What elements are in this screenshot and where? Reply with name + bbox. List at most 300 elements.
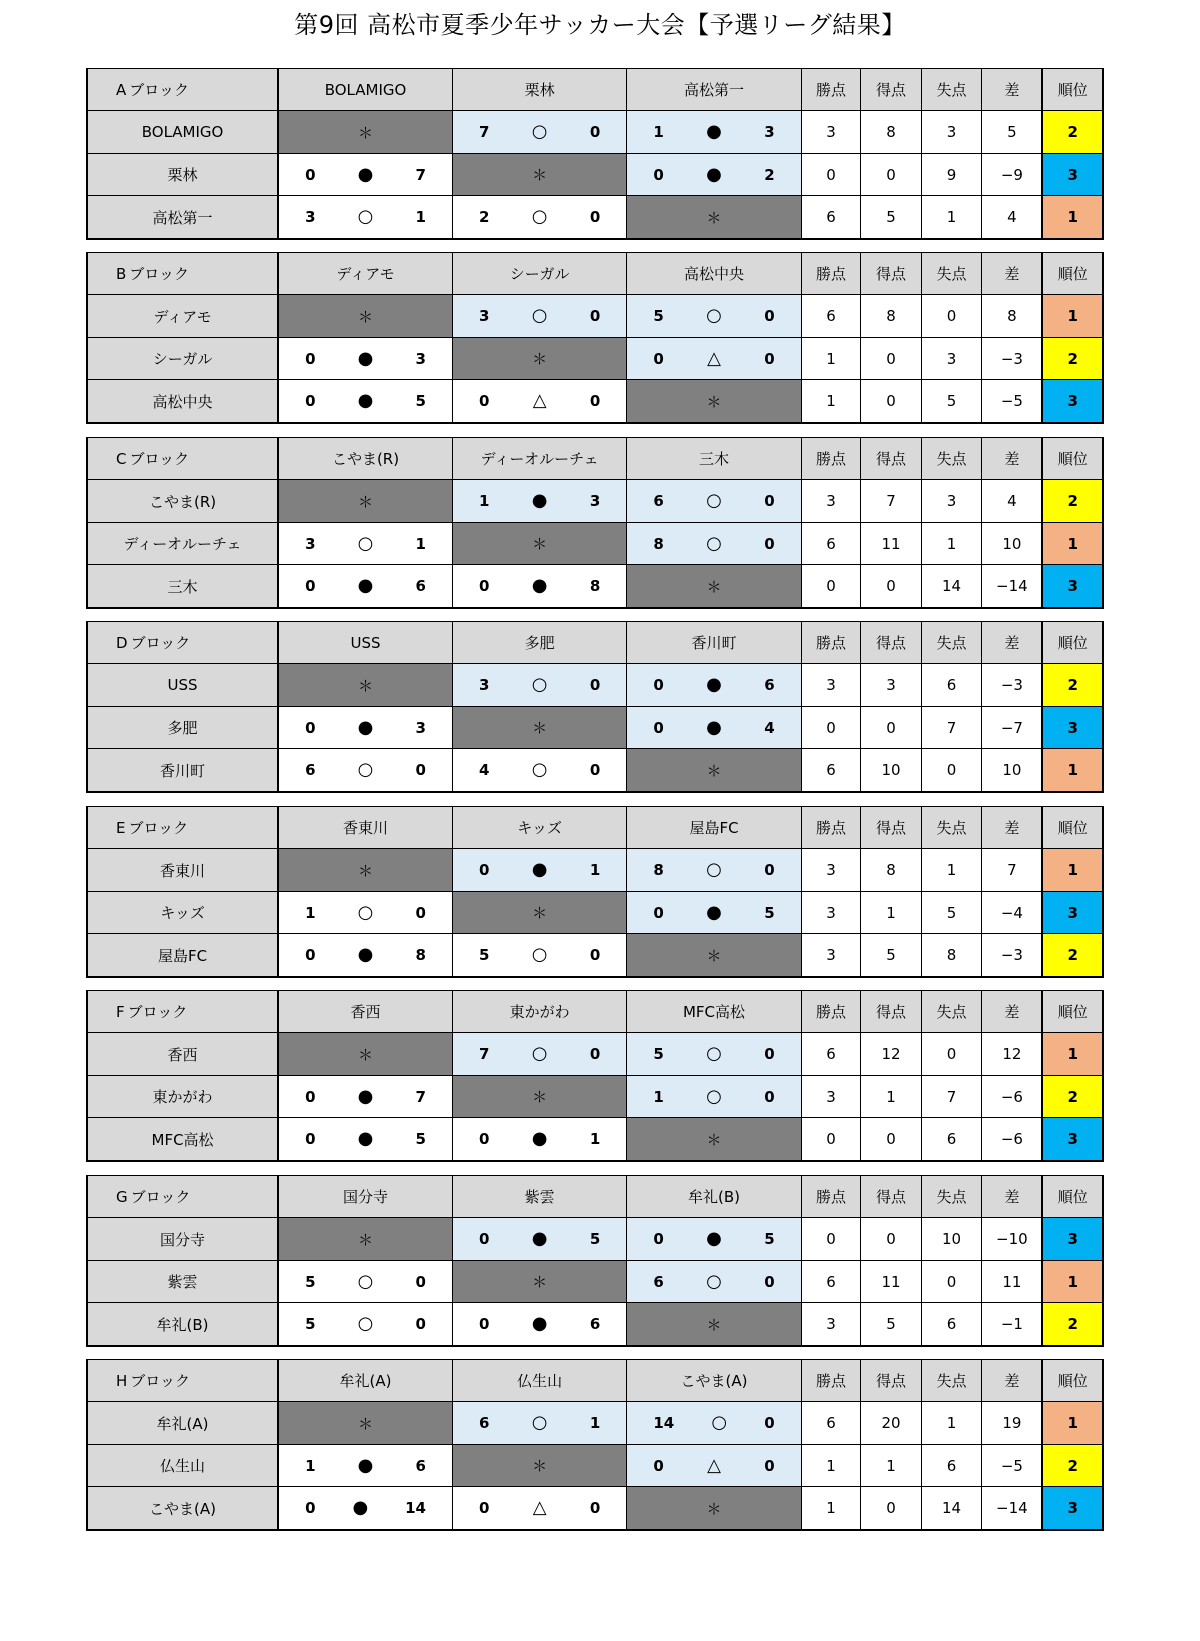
column-team-name: 香東川 — [278, 807, 452, 849]
goals-for: 0 — [478, 861, 490, 880]
stat-header: 差 — [982, 1176, 1043, 1218]
stat-header: 順位 — [1042, 1176, 1103, 1218]
block-d-table — [86, 621, 1104, 793]
goals-against: 0 — [589, 761, 601, 780]
goals-for: 0 — [478, 1499, 490, 1518]
block-b-table — [86, 252, 1104, 424]
goals-against: 3 — [415, 349, 426, 368]
match-result-cell — [627, 295, 801, 337]
team-row — [87, 1402, 1103, 1444]
self-match-cell: ＊ — [627, 934, 801, 977]
rank-badge: 1 — [1042, 522, 1103, 564]
rank-badge: 2 — [1042, 337, 1103, 379]
goals-for: 6 — [305, 761, 316, 780]
goals-against: 5 — [764, 1230, 775, 1249]
result-mark: ● — [531, 1128, 548, 1150]
points: 6 — [801, 196, 861, 239]
goals-conceded: 7 — [921, 1075, 982, 1117]
goals-against: 0 — [589, 123, 601, 142]
match-result-cell — [278, 934, 452, 977]
goals-conceded: 7 — [921, 706, 982, 748]
team-row — [87, 1118, 1103, 1161]
match-result-cell — [627, 153, 801, 195]
goals-against: 0 — [415, 1272, 426, 1291]
stat-header: 勝点 — [801, 69, 861, 111]
match-result-cell — [627, 337, 801, 379]
result-mark: ● — [531, 490, 548, 512]
goals-against: 7 — [415, 1087, 426, 1106]
match-result-cell — [278, 380, 452, 423]
goals-conceded: 1 — [921, 196, 982, 239]
goals-conceded: 9 — [921, 153, 982, 195]
match-result-cell — [452, 1033, 626, 1075]
goals-against: 3 — [764, 123, 775, 142]
stat-header: 得点 — [861, 69, 922, 111]
goals-against: 6 — [415, 577, 426, 596]
result-mark: ○ — [531, 759, 548, 781]
team-row — [87, 153, 1103, 195]
team-row — [87, 1444, 1103, 1486]
goals-for: 1 — [653, 1087, 664, 1106]
goals-conceded: 6 — [921, 1444, 982, 1486]
block-word: ブロック — [128, 819, 189, 838]
team-row — [87, 891, 1103, 933]
rank-badge: 2 — [1042, 1075, 1103, 1117]
row-team-name: 牟礼(B) — [87, 1303, 278, 1346]
block-header-row — [87, 807, 1103, 849]
block-header-row — [87, 991, 1103, 1033]
stat-header: 差 — [982, 622, 1043, 664]
stat-header: 順位 — [1042, 438, 1103, 480]
rank-badge: 1 — [1042, 849, 1103, 891]
column-team-name: こやま(A) — [627, 1360, 801, 1402]
team-row — [87, 664, 1103, 706]
team-row — [87, 1075, 1103, 1117]
row-team-name: 高松第一 — [87, 196, 278, 239]
self-match-cell: ＊ — [278, 1402, 452, 1444]
column-team-name: 多肥 — [452, 622, 626, 664]
points: 3 — [801, 664, 861, 706]
self-match-cell: ＊ — [452, 1075, 626, 1117]
goals-scored: 0 — [861, 565, 922, 608]
match-result-cell — [278, 337, 452, 379]
result-mark: △ — [532, 1497, 547, 1519]
goals-conceded: 10 — [921, 1218, 982, 1260]
goals-for: 4 — [478, 761, 490, 780]
column-team-name: 高松第一 — [627, 69, 801, 111]
goals-for: 5 — [478, 946, 490, 965]
rank-badge: 3 — [1042, 891, 1103, 933]
result-mark: ○ — [357, 1270, 374, 1292]
row-team-name: こやま(R) — [87, 480, 278, 522]
block-c-table — [86, 437, 1104, 609]
row-team-name: こやま(A) — [87, 1487, 278, 1530]
column-team-name: ディーオルーチェ — [452, 438, 626, 480]
goal-difference: 10 — [982, 749, 1043, 792]
goals-scored: 5 — [861, 934, 922, 977]
goals-against: 5 — [415, 1130, 426, 1149]
goals-against: 3 — [415, 718, 426, 737]
block-word: ブロック — [130, 634, 191, 653]
self-match-cell: ＊ — [627, 380, 801, 423]
result-mark: ○ — [706, 1043, 722, 1065]
match-result-cell — [278, 1075, 452, 1117]
points: 0 — [801, 565, 861, 608]
column-team-name: 牟礼(B) — [627, 1176, 801, 1218]
stat-header: 勝点 — [801, 438, 861, 480]
goals-scored: 11 — [861, 522, 922, 564]
points: 3 — [801, 1075, 861, 1117]
self-match-cell: ＊ — [278, 849, 452, 891]
rank-badge: 2 — [1042, 1303, 1103, 1346]
block-word: ブロック — [130, 1372, 190, 1391]
result-mark: ○ — [531, 305, 548, 327]
goals-for: 5 — [305, 1272, 316, 1291]
column-team-name: 屋島FC — [627, 807, 801, 849]
goals-scored: 5 — [861, 1303, 922, 1346]
row-team-name: 牟礼(A) — [87, 1402, 278, 1444]
stat-header: 得点 — [861, 253, 922, 295]
row-team-name: ディアモ — [87, 295, 278, 337]
column-team-name: シーガル — [452, 253, 626, 295]
self-match-cell: ＊ — [627, 749, 801, 792]
goal-difference: −6 — [982, 1075, 1043, 1117]
points: 1 — [801, 1487, 861, 1530]
match-result-cell — [452, 1118, 626, 1161]
goals-for: 6 — [653, 1272, 664, 1291]
self-match-cell: ＊ — [452, 153, 626, 195]
block-g-table — [86, 1175, 1104, 1347]
team-row — [87, 706, 1103, 748]
rank-badge: 1 — [1042, 196, 1103, 239]
goals-conceded: 1 — [921, 522, 982, 564]
column-team-name: 仏生山 — [452, 1360, 626, 1402]
row-team-name: 仏生山 — [87, 1444, 278, 1486]
page-title: 第9回 高松市夏季少年サッカー大会【予選リーグ結果】 — [294, 11, 906, 39]
goals-scored: 1 — [861, 1444, 922, 1486]
goals-against: 6 — [764, 676, 775, 695]
goals-for: 0 — [305, 577, 316, 596]
result-mark: ○ — [531, 1412, 548, 1434]
goals-against: 0 — [589, 1045, 601, 1064]
goals-for: 6 — [478, 1414, 490, 1433]
goals-conceded: 6 — [921, 1303, 982, 1346]
result-mark: ● — [357, 575, 374, 597]
column-team-name: 東かがわ — [452, 991, 626, 1033]
team-row — [87, 1487, 1103, 1530]
goals-for: 5 — [653, 1045, 664, 1064]
result-mark: ○ — [531, 206, 548, 228]
rank-badge: 3 — [1042, 153, 1103, 195]
points: 6 — [801, 749, 861, 792]
team-row — [87, 849, 1103, 891]
goals-for: 0 — [305, 165, 316, 184]
goals-for: 0 — [653, 349, 664, 368]
points: 0 — [801, 706, 861, 748]
match-result-cell — [627, 1260, 801, 1302]
goals-for: 0 — [305, 718, 316, 737]
match-result-cell — [452, 295, 626, 337]
goals-for: 6 — [653, 492, 664, 511]
stat-header: 差 — [982, 1360, 1043, 1402]
goals-against: 14 — [405, 1499, 426, 1518]
goals-for: 1 — [305, 903, 316, 922]
goals-against: 5 — [764, 903, 775, 922]
match-result-cell — [278, 1487, 452, 1530]
match-result-cell — [452, 380, 626, 423]
block-header-row — [87, 1176, 1103, 1218]
points: 3 — [801, 934, 861, 977]
stat-header: 順位 — [1042, 991, 1103, 1033]
result-mark: ○ — [711, 1412, 728, 1434]
rank-badge: 3 — [1042, 380, 1103, 423]
rank-badge: 3 — [1042, 1218, 1103, 1260]
goals-scored: 3 — [861, 664, 922, 706]
self-match-cell: ＊ — [452, 891, 626, 933]
points: 3 — [801, 111, 861, 153]
goal-difference: 11 — [982, 1260, 1043, 1302]
stat-header: 順位 — [1042, 69, 1103, 111]
goals-scored: 0 — [861, 153, 922, 195]
stat-header: 勝点 — [801, 991, 861, 1033]
column-team-name: 香川町 — [627, 622, 801, 664]
team-row — [87, 1033, 1103, 1075]
goals-scored: 7 — [861, 480, 922, 522]
row-team-name: 高松中央 — [87, 380, 278, 423]
match-result-cell — [627, 480, 801, 522]
goals-against: 7 — [415, 165, 426, 184]
row-team-name: シーガル — [87, 337, 278, 379]
match-result-cell — [627, 1444, 801, 1486]
match-result-cell — [452, 1487, 626, 1530]
block-letter: B — [116, 265, 127, 284]
goals-scored: 11 — [861, 1260, 922, 1302]
goal-difference: −3 — [982, 934, 1043, 977]
block-letter: E — [116, 819, 126, 838]
stat-header: 失点 — [921, 253, 982, 295]
goals-scored: 10 — [861, 749, 922, 792]
stat-header: 失点 — [921, 622, 982, 664]
match-result-cell — [627, 1033, 801, 1075]
goals-against: 0 — [764, 1045, 775, 1064]
team-row — [87, 934, 1103, 977]
result-mark: ● — [357, 716, 374, 738]
column-team-name: 栗林 — [452, 69, 626, 111]
self-match-cell: ＊ — [452, 706, 626, 748]
team-row — [87, 749, 1103, 792]
match-result-cell — [452, 111, 626, 153]
result-mark: ● — [357, 390, 374, 412]
match-result-cell — [278, 749, 452, 792]
points: 6 — [801, 1402, 861, 1444]
rank-badge: 2 — [1042, 664, 1103, 706]
stat-header: 勝点 — [801, 1360, 861, 1402]
goals-against: 0 — [764, 492, 775, 511]
goals-scored: 5 — [861, 196, 922, 239]
match-result-cell — [452, 1218, 626, 1260]
result-mark: ● — [531, 1228, 548, 1250]
rank-badge: 3 — [1042, 706, 1103, 748]
goals-conceded: 0 — [921, 295, 982, 337]
match-result-cell — [278, 522, 452, 564]
points: 3 — [801, 1303, 861, 1346]
goals-scored: 12 — [861, 1033, 922, 1075]
goals-for: 7 — [478, 1045, 490, 1064]
match-result-cell — [452, 565, 626, 608]
stat-header: 失点 — [921, 1360, 982, 1402]
points: 3 — [801, 480, 861, 522]
points: 0 — [801, 1118, 861, 1161]
row-team-name: 香西 — [87, 1033, 278, 1075]
goals-conceded: 6 — [921, 664, 982, 706]
goal-difference: −9 — [982, 153, 1043, 195]
goal-difference: 12 — [982, 1033, 1043, 1075]
points: 6 — [801, 1033, 861, 1075]
block-word: ブロック — [130, 1188, 191, 1207]
result-mark: ○ — [531, 121, 548, 143]
goals-for: 8 — [653, 534, 664, 553]
goal-difference: −4 — [982, 891, 1043, 933]
result-mark: ● — [357, 1128, 374, 1150]
goals-for: 0 — [305, 1087, 316, 1106]
team-row — [87, 111, 1103, 153]
column-team-name: 牟礼(A) — [278, 1360, 452, 1402]
goals-conceded: 6 — [921, 1118, 982, 1161]
goal-difference: 19 — [982, 1402, 1043, 1444]
goals-against: 4 — [764, 718, 775, 737]
rank-badge: 1 — [1042, 295, 1103, 337]
team-row — [87, 380, 1103, 423]
result-mark: △ — [707, 347, 721, 369]
self-match-cell: ＊ — [278, 480, 452, 522]
block-header-row — [87, 1360, 1103, 1402]
goals-against: 0 — [589, 676, 601, 695]
self-match-cell: ＊ — [627, 1118, 801, 1161]
goals-against: 0 — [589, 1499, 601, 1518]
block-label — [87, 438, 278, 480]
result-mark: ● — [531, 575, 548, 597]
stat-header: 順位 — [1042, 622, 1103, 664]
block-label — [87, 1176, 278, 1218]
goal-difference: 4 — [982, 480, 1043, 522]
goal-difference: −1 — [982, 1303, 1043, 1346]
rank-badge: 1 — [1042, 1402, 1103, 1444]
row-team-name: 香川町 — [87, 749, 278, 792]
block-a-table — [86, 68, 1104, 240]
goals-conceded: 0 — [921, 1033, 982, 1075]
block-header-row — [87, 69, 1103, 111]
stat-header: 得点 — [861, 807, 922, 849]
goals-against: 0 — [764, 1414, 775, 1433]
goals-for: 0 — [653, 1456, 664, 1475]
result-mark: ○ — [706, 305, 722, 327]
rank-badge: 1 — [1042, 1033, 1103, 1075]
self-match-cell: ＊ — [278, 111, 452, 153]
row-team-name: BOLAMIGO — [87, 111, 278, 153]
result-mark: ● — [357, 944, 374, 966]
match-result-cell — [278, 565, 452, 608]
goals-against: 0 — [589, 208, 601, 227]
block-letter: C — [116, 450, 127, 469]
self-match-cell: ＊ — [627, 1303, 801, 1346]
goals-for: 0 — [478, 1130, 490, 1149]
goal-difference: −10 — [982, 1218, 1043, 1260]
rank-badge: 2 — [1042, 1444, 1103, 1486]
column-team-name: こやま(R) — [278, 438, 452, 480]
goals-for: 0 — [305, 349, 316, 368]
goals-against: 1 — [589, 861, 601, 880]
row-team-name: MFC高松 — [87, 1118, 278, 1161]
block-letter: D — [116, 634, 128, 653]
points: 3 — [801, 849, 861, 891]
goals-for: 7 — [478, 123, 490, 142]
goals-scored: 0 — [861, 1218, 922, 1260]
match-result-cell — [452, 196, 626, 239]
team-row — [87, 1303, 1103, 1346]
match-result-cell — [627, 1402, 801, 1444]
rank-badge: 3 — [1042, 565, 1103, 608]
result-mark: ● — [706, 674, 722, 696]
rank-badge: 2 — [1042, 111, 1103, 153]
goals-scored: 20 — [861, 1402, 922, 1444]
match-result-cell — [452, 849, 626, 891]
block-word: ブロック — [129, 450, 190, 469]
goals-against: 0 — [589, 946, 601, 965]
result-mark: ○ — [706, 1270, 722, 1292]
goals-for: 0 — [478, 1315, 490, 1334]
points: 0 — [801, 153, 861, 195]
goal-difference: −6 — [982, 1118, 1043, 1161]
column-team-name: BOLAMIGO — [278, 69, 452, 111]
match-result-cell — [627, 522, 801, 564]
block-letter: H — [116, 1372, 128, 1391]
result-mark: ● — [531, 1313, 548, 1335]
goals-conceded: 8 — [921, 934, 982, 977]
match-result-cell — [452, 1402, 626, 1444]
match-result-cell — [627, 1075, 801, 1117]
goals-conceded: 5 — [921, 891, 982, 933]
result-mark: ○ — [357, 1313, 374, 1335]
row-team-name: 三木 — [87, 565, 278, 608]
result-mark: ○ — [531, 944, 548, 966]
stat-header: 差 — [982, 69, 1043, 111]
column-team-name: キッズ — [452, 807, 626, 849]
result-mark: △ — [532, 390, 547, 412]
self-match-cell: ＊ — [452, 337, 626, 379]
match-result-cell — [627, 706, 801, 748]
goal-difference: −3 — [982, 664, 1043, 706]
block-label — [87, 807, 278, 849]
goal-difference: 8 — [982, 295, 1043, 337]
goal-difference: −7 — [982, 706, 1043, 748]
column-team-name: USS — [278, 622, 452, 664]
self-match-cell: ＊ — [452, 1444, 626, 1486]
result-mark: ○ — [357, 206, 374, 228]
column-team-name: ディアモ — [278, 253, 452, 295]
result-mark: ● — [357, 1085, 374, 1107]
result-mark: ● — [357, 1454, 374, 1476]
points: 1 — [801, 337, 861, 379]
team-row — [87, 337, 1103, 379]
stat-header: 差 — [982, 438, 1043, 480]
self-match-cell: ＊ — [627, 1487, 801, 1530]
goals-scored: 1 — [861, 891, 922, 933]
team-row — [87, 1260, 1103, 1302]
goals-for: 0 — [653, 718, 664, 737]
goals-against: 5 — [589, 1230, 601, 1249]
goals-against: 6 — [415, 1456, 426, 1475]
stat-header: 順位 — [1042, 807, 1103, 849]
